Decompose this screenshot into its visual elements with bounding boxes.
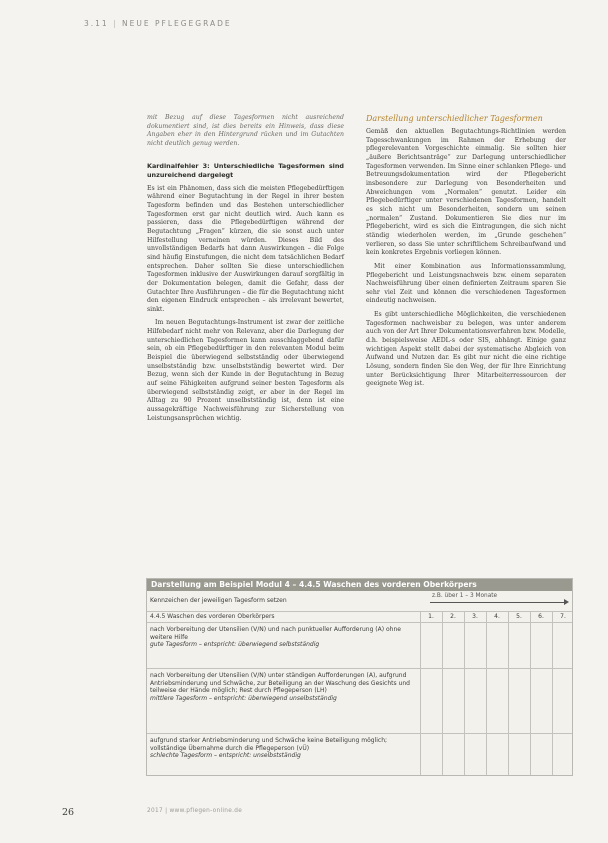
row-label: 4.4.5 Waschen des vorderen Oberkörpers [150, 613, 275, 620]
table-row [147, 668, 572, 734]
row-label: Kennzeichen der jeweiligen Tagesform setzen [150, 597, 287, 604]
footer-text: 2017 | www.pflegen-online.de [147, 808, 243, 814]
row-description: aufgrund starker Antriebsminderung und Schwäche keine Beteiligung möglich; vollständige Übernahme durch die Pflegeperson (vÜ) schlechte Tagesform – entspricht: unselbstständig [150, 737, 388, 760]
checkbox-cells[interactable] [420, 669, 572, 734]
page-number: 26 [62, 807, 75, 818]
column-number: 7. [560, 613, 566, 620]
time-scale-label: z.B. über 1 – 3 Monate [432, 593, 498, 599]
subheading: Kardinalfehler 3: Unterschiedliche Tagesformen sind unzureichend dargelegt [147, 161, 344, 179]
right-column [366, 114, 566, 394]
column-number: 4. [494, 613, 500, 620]
paragraph: Es gibt unterschiedliche Möglichkeiten, die verschiedenen Tagesformen nachweisbar zu belegen, was unter anderem auch von der Art Ihrer Dokumentationsverfahren bzw. Modelle, d.h. beispielsweise AEDL-s oder SIS, abhängt. Einige ganz wichtigen Aspekt stellt dabei der systematische Abgleich von Aufwand und Nutzen dar. Es gibt nur nicht die eine richtige Lösung, sondern finden Sie den Weg, der für Ihre Einrichtung unter Berücksichtigung Ihrer Mitarbeiterressourcen der geeignete Weg ist. [366, 311, 566, 388]
paragraph: Mit einer Kombination aus Informationssammlung, Pflegebericht und Leistungsnachweis bzw. einem separaten Nachweisführung über einen definierten Zeitraum sparen Sie sehr viel Zeit und können die verschiedenen Tagesformen eindeutig nachweisen. [366, 262, 566, 305]
table-title: Darstellung am Beispiel Modul 4 – 4.4.5 Waschen des vorderen Oberkörpers [147, 579, 572, 591]
pull-quote: mit Bezug auf diese Tagesformen nicht ausreichend dokumentiert sind, ist dies bereits ein Hinweis, dass diese Angaben eher in den Hintergrund rücken und im Gutachten nicht deutlich genug werden. [147, 114, 344, 147]
arrow-head-icon [564, 599, 569, 605]
paragraph: Es ist ein Phänomen, dass sich die meisten Pflegebedürftigen während einer Begutachtung in der Regel in ihrer besten Tagesform befinden und das Bestehen unterschiedlicher Tagesformen erst gar nicht deutlich wird. Auch kann es passieren, dass die Pflegebedürftigen während der Begutachtung „Fragen“ kürzen, die sie sonst auch unter Hilfestellung verneinen würden. Dieses Bild des unvollständigen Bedarfs hat dann Auswirkungen – die Folge sind häufig Einstufungen, die nicht dem tatsächlichen Bedarf entsprechen. Daher sollten Sie diese unterschiedlichen Tagesformen inklusive der Auswirkungen darauf sorgfältig in der Dokumentation belegen, damit die Gefahr, dass der Gutachter Ihre Ausführungen – die für die Begutachtung nicht den eigenen Eindruck entsprechen – als irrelevant bewertet, sinkt. [147, 184, 344, 313]
time-arrow [430, 602, 566, 603]
table-row [147, 733, 572, 775]
column-number: 2. [450, 613, 456, 620]
column-number: 6. [538, 613, 544, 620]
table-row [147, 622, 572, 669]
checkbox-cells[interactable] [420, 623, 572, 669]
row-description: nach Vorbereitung der Utensilien (V/N) und nach punktueller Aufforderung (A) ohne weitere Hilfe gute Tagesform – entspricht: überwiegend selbstständig [150, 626, 401, 649]
left-column [147, 114, 344, 428]
checkbox-cells[interactable] [420, 734, 572, 775]
section-heading: Darstellung unterschiedlicher Tagesformen [366, 114, 543, 123]
row-description: nach Vorbereitung der Utensilien (V/N) unter ständigen Aufforderungen (A), aufgrund Antriebsminderung und Schwäche, zur Beteiligung an der Waschung des Gesichts und teilweise der Hände möglich; Rest durch Pflegeperson (LH) mittlere Tagesform – entspricht: überwiegend unselbstständig [150, 672, 410, 702]
section-number: 3.11 [84, 19, 109, 28]
paragraph: Im neuen Begutachtungs-Instrument ist zwar der zeitliche Hilfebedarf nicht mehr von Relevanz, aber die Darlegung der unterschiedlichen Tagesformen kann ausschlaggebend dafür sein, ob ein Pflegebedürftiger in den relevanten Modul beim Beispiel die überwiegend selbstständig oder überwiegend unselbstständig bzw. unselbstständig bewertet wird. Der Bezug, wenn sich der Kunde in der Begutachtung in Bezug auf seine Fähigkeiten aufgrund seiner besten Tagesform als überwiegend selbstständig zeigt, er aber in der Regel im Alltag zu 90 Prozent unselbstständig ist, denn ist eine aussagekräftige Nachweisführung zur Sicherstellung von Leistungsansprüchen wichtig. [147, 319, 344, 422]
column-number: 5. [516, 613, 522, 620]
chapter-title: NEUE PFLEGEGRADE [122, 19, 232, 28]
paragraph: Gemäß den aktuellen Begutachtungs-Richtlinien werden Tagesschwankungen im Rahmen der Erhebung der pflegerelevanten Vorgeschichte einmalig. Sie sollten hier „äußere Berichtsanträge“ zur Darlegung unterschiedlicher Tagesformen verwenden. Im Sinne einer schlanken Pflege- und Betreuungsdokumentation wird der Pflegebericht insbesondere zur Darlegung von Besonderheiten und Abweichungen vom „Normalen“ genutzt. Leider ein Pflegebedürftiger unter verschiedenen Tagesformen, handelt es sich nicht um Besonderheiten, sondern um seinen „normalen“ Zustand. Dokumentieren Sie dies nur im Pflegebericht, wird es sich die Eintragungen, die sich nicht ständig wiederholen werden, im „Grunde geschehen“ verlieren, so dass Sie unter schriftlichem Schreibaufwand und kein konkretes Ergebnis vorliegen können. [366, 128, 566, 257]
running-header: 3.11 | NEUE PFLEGEGRADE [84, 19, 232, 28]
column-number: 1. [428, 613, 434, 620]
example-table [146, 578, 573, 776]
column-number: 3. [472, 613, 478, 620]
